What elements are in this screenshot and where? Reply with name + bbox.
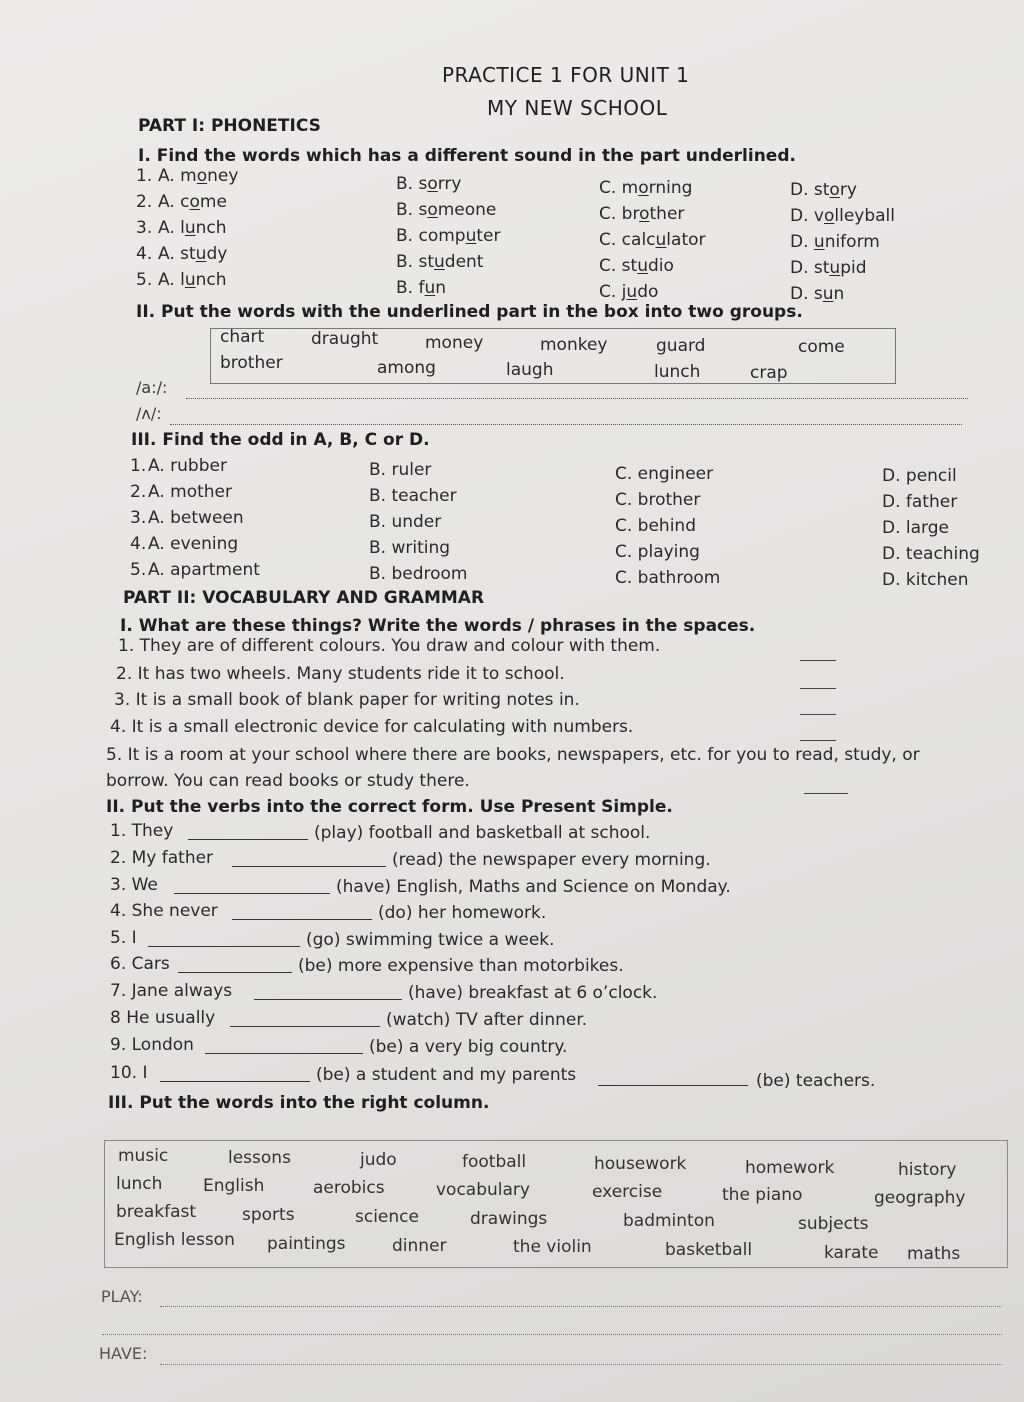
option-text: nch <box>195 218 227 238</box>
option-text: rning <box>648 178 693 198</box>
question-number: 4. <box>130 534 147 554</box>
option-c[interactable] <box>599 282 658 302</box>
verb-blank[interactable] <box>160 1067 310 1082</box>
verb-blank[interactable] <box>178 958 292 973</box>
vocab-item: 2. It has two wheels. Many students ride it to school. <box>116 664 565 684</box>
option-d[interactable] <box>790 232 880 252</box>
box-word: chart <box>220 327 265 347</box>
option-text: me <box>199 192 227 212</box>
option-a[interactable] <box>158 244 227 264</box>
number-text: 5. <box>136 270 153 290</box>
verb-item-suffix: (have) breakfast at 6 o’clock. <box>408 983 658 1003</box>
column-word: history <box>898 1160 957 1180</box>
vocab-item-5-cont: borrow. You can read books or study there. <box>106 771 470 791</box>
column-word: subjects <box>798 1214 869 1234</box>
option-text: A. l <box>158 218 185 238</box>
ex3-heading: III. Find the odd in A, B, C or D. <box>131 430 430 450</box>
option-text: D. st <box>790 258 830 278</box>
verb-blank[interactable] <box>254 985 402 1000</box>
verb-item-prefix: 1. They <box>110 821 174 841</box>
column-word: the piano <box>722 1185 803 1205</box>
option-text: D. s <box>790 284 823 304</box>
verb-item-prefix: 4. She never <box>110 901 218 921</box>
option-b[interactable] <box>396 252 483 272</box>
underlined-letter: u <box>434 252 445 272</box>
option-b[interactable]: B. teacher <box>369 486 457 506</box>
underlined-letter: u <box>822 284 834 304</box>
box-word: money <box>425 333 484 353</box>
option-a[interactable]: A. rubber <box>148 456 227 476</box>
verb-blank[interactable] <box>174 879 330 894</box>
verb-item-prefix: 10. I <box>110 1063 148 1083</box>
underlined-letter: o <box>196 166 208 186</box>
option-a[interactable] <box>158 270 227 290</box>
column-word: football <box>462 1152 527 1172</box>
option-text: D. v <box>790 206 824 226</box>
option-a[interactable] <box>158 218 227 238</box>
answer-line-v[interactable] <box>170 424 962 425</box>
have-answer-line[interactable] <box>160 1364 1002 1365</box>
option-c[interactable]: C. brother <box>615 490 701 510</box>
verb-item-suffix: (be) a student and my parents <box>316 1065 577 1085</box>
underlined-letter: o <box>829 180 840 200</box>
column-word: the violin <box>513 1237 592 1257</box>
option-text: B. f <box>396 278 425 298</box>
column-word: basketball <box>665 1240 753 1260</box>
verb-blank[interactable] <box>205 1039 363 1054</box>
option-b[interactable] <box>396 174 461 194</box>
option-text: D. st <box>790 180 830 200</box>
column-word: English lesson <box>114 1230 235 1250</box>
option-text: B. comp <box>396 226 466 246</box>
underlined-letter: u <box>655 230 667 250</box>
box-word: come <box>798 337 845 357</box>
column-word: exercise <box>592 1182 663 1202</box>
underlined-letter: u <box>637 256 648 276</box>
option-text: dent <box>444 252 484 272</box>
vocab-item: 4. It is a small electronic device for calculating with numbers. <box>110 717 634 737</box>
number-text: 4. <box>136 244 153 264</box>
verb-blank[interactable] <box>232 905 372 920</box>
option-a[interactable]: A. apartment <box>148 560 260 580</box>
option-text: lleyball <box>834 206 895 226</box>
column-word: lunch <box>116 1174 163 1194</box>
option-text: dy <box>206 244 228 264</box>
question-number <box>136 244 152 264</box>
verb-item-prefix: 7. Jane always <box>110 981 233 1001</box>
option-text: nch <box>195 270 227 290</box>
option-d[interactable]: D. pencil <box>882 466 957 486</box>
ex2-heading: II. Put the words with the underlined part in the box into two groups. <box>136 302 803 322</box>
play-answer-line-2[interactable] <box>102 1334 1002 1335</box>
column-word: geography <box>874 1188 966 1208</box>
option-text: n <box>435 278 447 298</box>
option-a[interactable]: A. evening <box>148 534 239 554</box>
underlined-letter: u <box>626 282 638 302</box>
verb-item-suffix: (watch) TV after dinner. <box>386 1010 588 1030</box>
column-word: lessons <box>228 1148 291 1168</box>
group-label-a: /a:/: <box>136 378 168 397</box>
option-text: C. br <box>599 204 640 224</box>
verb-item-suffix: (play) football and basketball at school. <box>314 823 651 843</box>
vocab-answer-line[interactable] <box>800 660 836 661</box>
verb-item-suffix: (be) more expensive than motorbikes. <box>298 956 624 976</box>
underlined-letter: u <box>465 226 477 246</box>
column-word: music <box>118 1146 169 1166</box>
verb-item-suffix: (be) teachers. <box>756 1071 876 1091</box>
underlined-letter: u <box>829 258 841 278</box>
verbs-heading: II. Put the verbs into the correct form. Use Present Simple. <box>106 797 673 817</box>
page-title: PRACTICE 1 FOR UNIT 1 <box>442 63 690 87</box>
box-word: lunch <box>654 362 701 382</box>
play-answer-line[interactable] <box>160 1306 1002 1307</box>
box-word: crap <box>750 363 788 383</box>
verb-item-suffix: (go) swimming twice a week. <box>306 930 555 950</box>
box-word: guard <box>656 336 706 356</box>
option-text: meone <box>437 200 497 220</box>
option-c[interactable] <box>599 230 706 250</box>
option-text: C. m <box>599 178 639 198</box>
option-b[interactable] <box>396 200 496 220</box>
answer-line-a[interactable] <box>186 398 968 399</box>
option-text: A. st <box>158 244 196 264</box>
option-text: n <box>833 284 845 304</box>
question-number: 5. <box>130 560 147 580</box>
underlined-letter: o <box>638 178 649 198</box>
option-text: B. s <box>396 200 428 220</box>
underlined-letter: o <box>823 206 835 226</box>
verb-item-prefix: 3. We <box>110 875 158 895</box>
option-text: A. m <box>158 166 197 186</box>
box-word: brother <box>220 353 283 373</box>
verb-item-prefix: 5. I <box>110 928 137 948</box>
question-number <box>136 270 152 290</box>
verb-item-prefix: 6. Cars <box>110 954 170 974</box>
underlined-letter: o <box>189 192 200 212</box>
verb-item-suffix: (have) English, Maths and Science on Monday. <box>336 877 731 897</box>
option-text: ney <box>207 166 239 186</box>
column-word: drawings <box>470 1209 548 1229</box>
underlined-letter: u <box>813 232 825 252</box>
vocab-answer-line[interactable] <box>800 688 836 689</box>
verb-item-suffix: (read) the newspaper every morning. <box>392 850 711 870</box>
option-d[interactable]: D. large <box>882 518 949 538</box>
column-word: paintings <box>267 1234 346 1254</box>
question-number: 1. <box>130 456 147 476</box>
box-word: monkey <box>540 335 608 355</box>
option-text: C. st <box>599 256 638 276</box>
option-text: do <box>637 282 659 302</box>
option-text: ry <box>839 180 857 200</box>
underlined-letter: u <box>184 218 196 238</box>
number-text: 1. <box>136 166 153 186</box>
verb-item-prefix: 2. My father <box>110 848 214 868</box>
number-text: 2. <box>136 192 153 212</box>
option-d[interactable] <box>790 284 844 304</box>
option-text: dio <box>647 256 674 276</box>
underlined-letter: u <box>195 244 207 264</box>
option-a[interactable]: A. mother <box>148 482 232 502</box>
box-word: laugh <box>506 360 554 380</box>
column-word: housework <box>594 1154 687 1174</box>
part1-heading: PART I: PHONETICS <box>138 116 321 136</box>
option-b[interactable]: B. bedroom <box>369 564 468 584</box>
question-number: 3. <box>130 508 147 528</box>
option-a[interactable] <box>158 166 238 186</box>
vocab-item: 5. It is a room at your school where there are books, newspapers, etc. for you to read, study, or <box>106 745 920 765</box>
underlined-letter: o <box>427 200 438 220</box>
group-label-v: /ʌ/: <box>136 404 162 423</box>
column-word: English <box>203 1176 265 1196</box>
option-text: A. l <box>158 270 185 290</box>
option-b[interactable]: B. under <box>369 512 442 532</box>
verb-blank[interactable] <box>598 1071 748 1086</box>
option-text: pid <box>840 258 867 278</box>
verb-blank[interactable] <box>148 932 300 947</box>
columns-heading: III. Put the words into the right column. <box>108 1093 490 1113</box>
option-d[interactable] <box>790 180 857 200</box>
question-number <box>136 218 152 238</box>
option-text: B. s <box>396 174 428 194</box>
option-b[interactable] <box>396 226 500 246</box>
option-text: A. c <box>158 192 190 212</box>
column-word: science <box>355 1207 419 1227</box>
option-a[interactable] <box>158 192 227 212</box>
number-text: 3. <box>136 218 153 238</box>
option-text: rry <box>437 174 462 194</box>
option-text: lator <box>666 230 706 250</box>
option-b[interactable]: B. writing <box>369 538 451 558</box>
column-word: maths <box>907 1244 961 1264</box>
underlined-letter: o <box>427 174 438 194</box>
option-c[interactable]: C. playing <box>615 542 700 562</box>
part2-heading: PART II: VOCABULARY AND GRAMMAR <box>123 588 485 608</box>
option-c[interactable]: C. engineer <box>615 464 714 484</box>
option-text: ter <box>476 226 501 246</box>
option-c[interactable]: C. bathroom <box>615 568 721 588</box>
question-number <box>136 192 152 212</box>
option-text: niform <box>824 232 880 252</box>
vocab-answer-line[interactable] <box>804 793 848 794</box>
box-word: among <box>377 358 436 378</box>
option-d[interactable]: D. teaching <box>882 544 980 564</box>
column-word: dinner <box>392 1236 447 1256</box>
option-d[interactable] <box>790 258 867 278</box>
ex1-heading: I. Find the words which has a different sound in the part underlined. <box>138 146 796 166</box>
vocab-answer-line[interactable] <box>800 714 836 715</box>
option-c[interactable] <box>599 256 674 276</box>
column-word: breakfast <box>116 1202 197 1222</box>
column-word: vocabulary <box>436 1180 530 1200</box>
play-label: PLAY: <box>101 1287 143 1306</box>
option-text: C. calc <box>599 230 656 250</box>
option-d[interactable]: D. father <box>882 492 958 512</box>
underlined-letter: o <box>639 204 650 224</box>
option-text: D. <box>790 232 814 252</box>
option-d[interactable]: D. kitchen <box>882 570 969 590</box>
underlined-letter: u <box>184 270 196 290</box>
have-label: HAVE: <box>99 1344 148 1363</box>
verb-blank[interactable] <box>230 1012 380 1027</box>
column-word: aerobics <box>313 1178 385 1198</box>
verb-blank[interactable] <box>232 852 386 867</box>
vocab-answer-line[interactable] <box>800 740 836 741</box>
underlined-letter: u <box>424 278 436 298</box>
vocab-item: 3. It is a small book of blank paper for writing notes in. <box>114 690 580 710</box>
option-c[interactable] <box>599 178 692 198</box>
column-word: sports <box>242 1205 295 1225</box>
verb-item-prefix: 9. London <box>110 1035 194 1055</box>
option-c[interactable] <box>599 204 684 224</box>
option-text: ther <box>649 204 685 224</box>
column-word: homework <box>745 1158 835 1178</box>
vocab-item: 1. They are of different colours. You draw and colour with them. <box>118 636 661 656</box>
option-text: B. st <box>396 252 434 272</box>
question-number <box>136 166 152 186</box>
question-number: 2. <box>130 482 147 502</box>
option-c[interactable]: C. behind <box>615 516 696 536</box>
option-a[interactable]: A. between <box>148 508 244 528</box>
column-word: badminton <box>623 1211 715 1231</box>
vocab-heading: I. What are these things? Write the words / phrases in the spaces. <box>120 616 756 636</box>
verb-blank[interactable] <box>188 825 308 840</box>
option-text: C. j <box>599 282 627 302</box>
verb-item-suffix: (be) a very big country. <box>369 1037 568 1057</box>
column-word: judo <box>360 1150 397 1170</box>
verb-item-prefix: 8 He usually <box>110 1008 216 1028</box>
column-word: karate <box>824 1243 879 1263</box>
page-subtitle: MY NEW SCHOOL <box>487 96 668 120</box>
option-d[interactable] <box>790 206 895 226</box>
verb-item-suffix: (do) her homework. <box>378 903 547 923</box>
option-b[interactable]: B. ruler <box>369 460 432 480</box>
option-b[interactable] <box>396 278 446 298</box>
box-word: draught <box>311 329 379 349</box>
